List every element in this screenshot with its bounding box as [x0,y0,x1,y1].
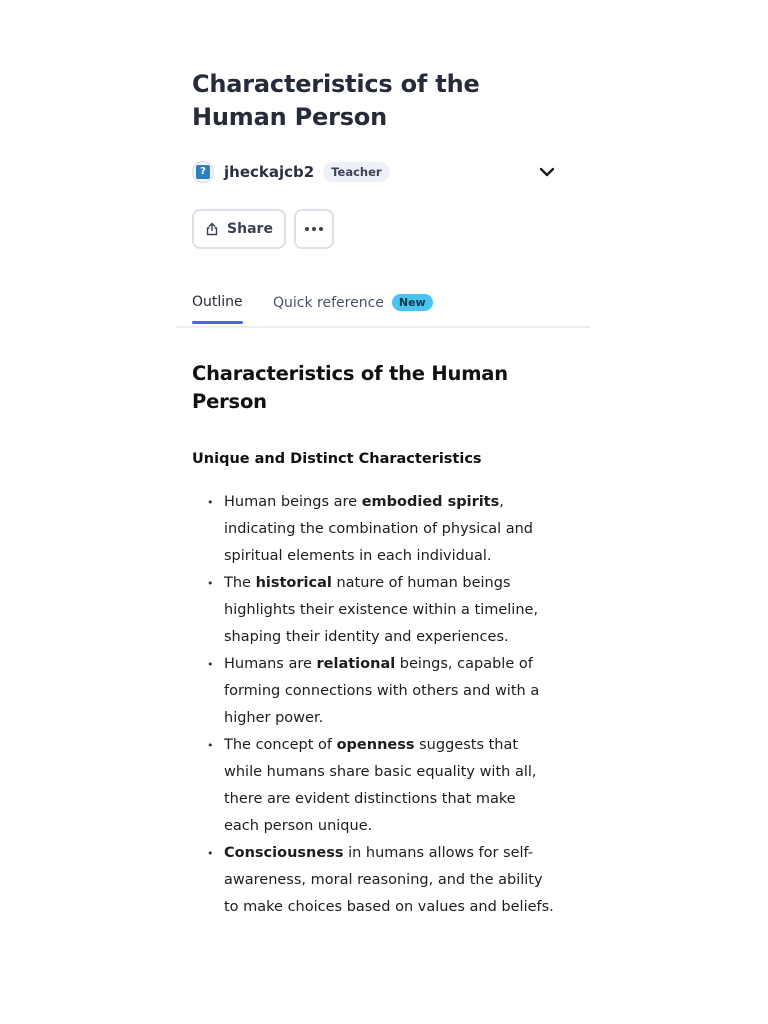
item-text-bold: relational [316,656,396,672]
item-text-post: in humans allows for self-awareness, moral reasoning, and the ability to make choices based on values and beliefs. [224,845,554,915]
author-username[interactable]: jheckajcb2 [224,163,315,181]
content-heading: Characteristics of the Human Person [192,362,508,413]
item-text-pre: Humans are [224,656,317,672]
author-row [192,158,558,186]
tab-outline-label: Outline [192,294,243,310]
characteristics-list [192,489,562,921]
new-badge: New [392,294,433,311]
list-item [224,651,554,732]
tab-outline[interactable] [192,294,243,310]
item-text-pre: The concept of [224,737,337,753]
ellipsis-icon [304,226,324,232]
tab-quick-reference-label: Quick reference [273,294,384,311]
item-text-bold: historical [255,575,332,591]
expand-button[interactable] [536,161,558,183]
item-text-post: beings, capable of forming connections with others and with a higher power. [224,656,540,726]
role-badge: Teacher [323,162,389,182]
item-text-post: nature of human beings highlights their existence within a timeline, shaping their identity and experiences. [224,575,539,645]
item-text-bold: openness [336,737,415,753]
item-text-pre: Human beings are [224,494,362,510]
list-item [224,489,554,570]
page-title: Characteristics of the Human Person [192,70,480,131]
share-label: Share [227,221,273,237]
tab-bar [176,288,590,328]
item-text-bold: embodied spirits [361,494,500,510]
item-text-bold: Consciousness [224,845,344,861]
avatar-question-icon: ? [196,165,210,179]
action-bar [192,209,334,251]
list-item [224,570,554,651]
share-icon [205,222,219,236]
more-options-button[interactable] [294,209,334,249]
share-button[interactable] [192,209,286,249]
outline-content [192,360,562,921]
avatar[interactable] [192,161,214,183]
list-item [224,840,554,921]
content-subheading: Unique and Distinct Characteristics [192,451,482,467]
item-text-pre: The [224,575,256,591]
item-text-post: suggests that while humans share basic equality with all, there are evident distinctions that make each person unique. [224,737,537,834]
item-text-post: , indicating the combination of physical and spiritual elements in each individual. [224,494,534,564]
chevron-down-icon [539,167,555,177]
tab-quick-reference[interactable] [273,294,433,311]
list-item [224,732,554,840]
